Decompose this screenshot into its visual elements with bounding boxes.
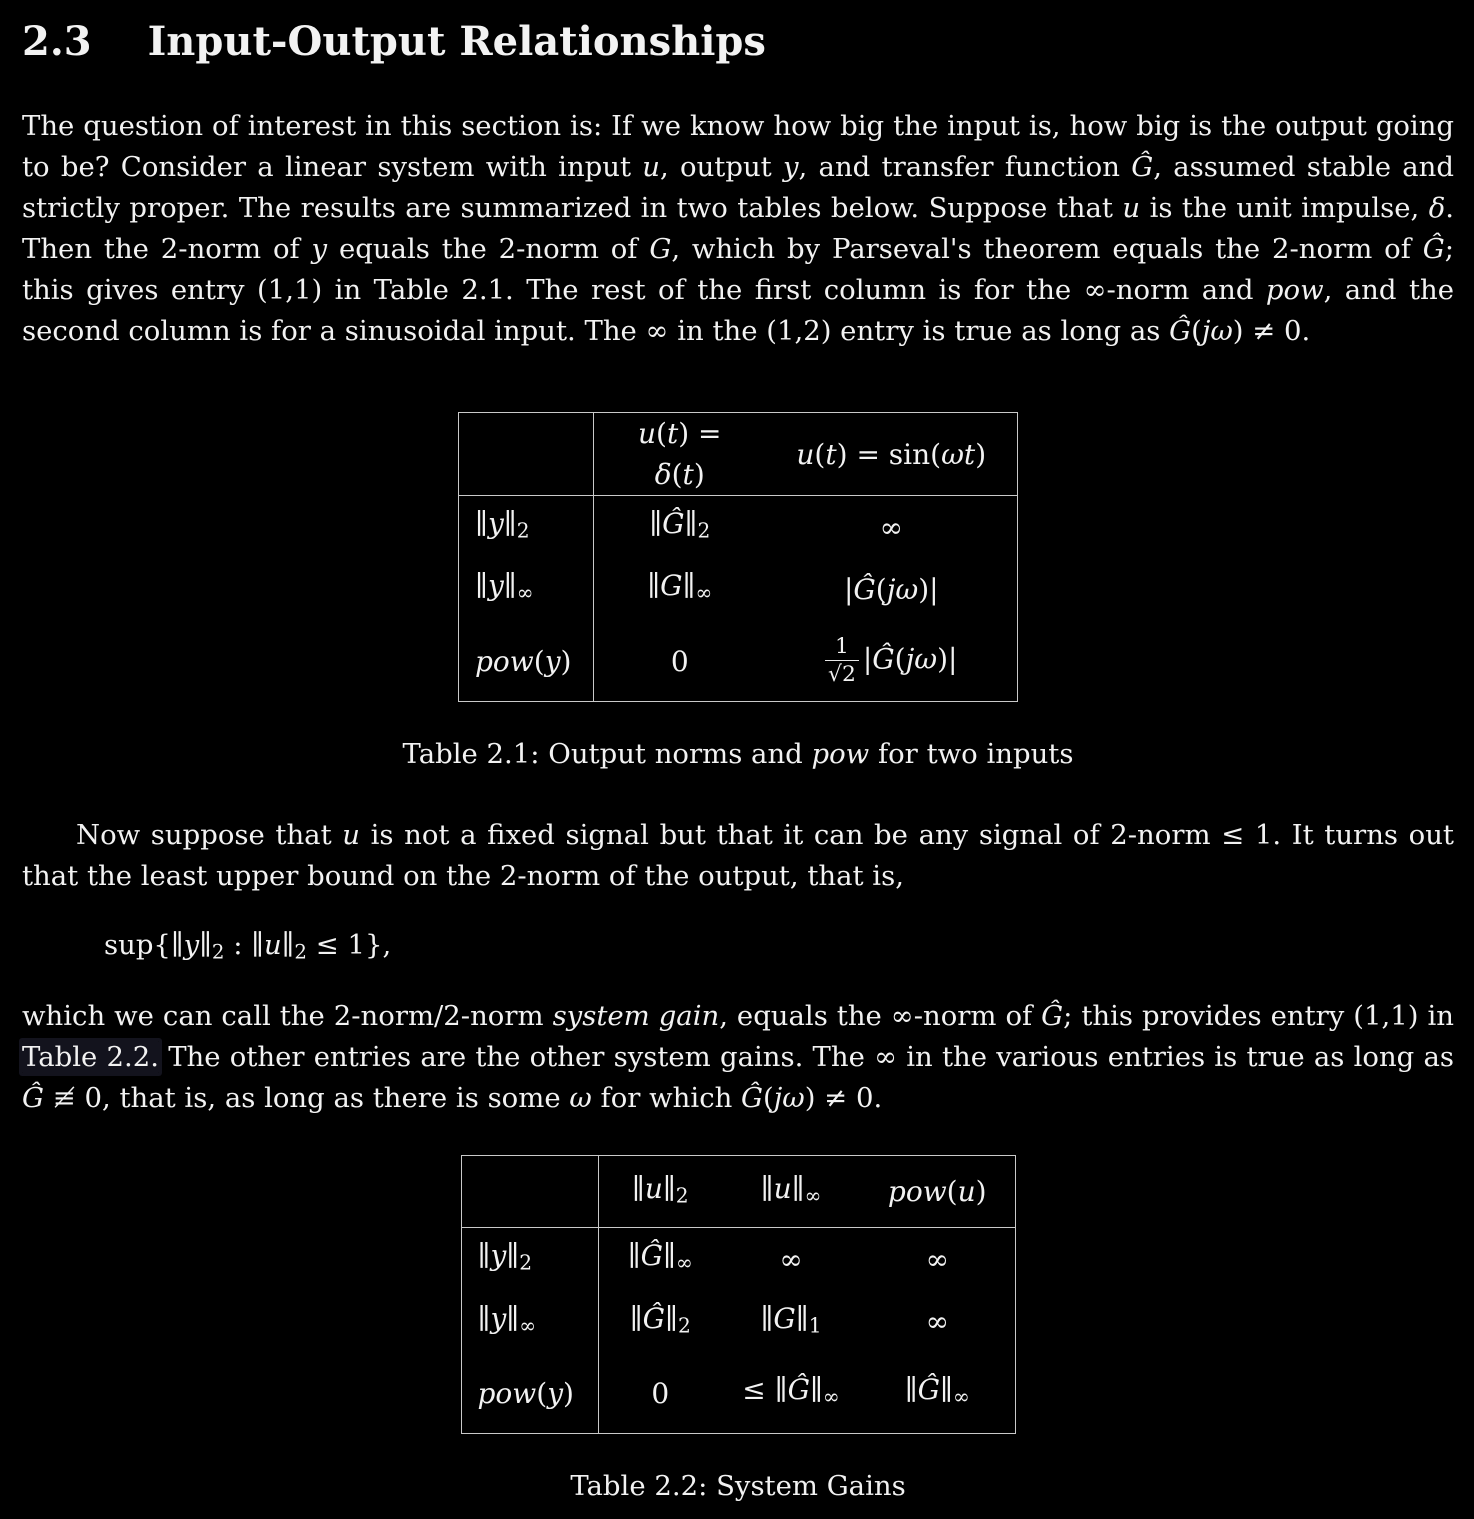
table-row [459,621,1018,702]
table-cell: ∥G∥∞ [647,569,713,605]
table-2-1 [458,412,1018,702]
row-label: pow(y) [461,1353,598,1434]
table-row [461,1290,1015,1353]
row-label: ∥y∥2 [459,496,594,559]
section-title: Input-Output Relationships [147,18,766,65]
column-header-uinf: ∥u∥∞ [722,1156,860,1228]
table-header-row [459,413,1018,496]
second-paragraph: Now suppose that u is not a fixed signal but that it can be any signal of 2-norm ≤ 1. It turns out that the least upper bound on the 2-norm of the output, that is, [22,819,1454,892]
table-cell: |Ĝ(jω)| [843,573,939,606]
column-header-impulse: u(t) = δ(t) [594,413,766,496]
table-cell: ∥G∥1 [760,1301,822,1338]
column-header-powu: pow(u) [860,1156,1015,1228]
column-header-sinusoid: u(t) = sin(ωt) [766,413,1018,496]
table-cell: ∞ [779,1242,803,1276]
row-label: pow(y) [459,621,594,702]
corner-cell [459,413,594,496]
row-label: ∥y∥∞ [459,558,594,621]
fraction-one-over-sqrt2: $\frac{1}{√2}$ [825,635,859,687]
column-header-u2: ∥u∥2 [598,1156,722,1228]
third-paragraph: which we can call the 2-norm/2-norm system gain, equals the ∞-norm of Ĝ; this provides entry (1,1) in Table 2.2. The other entries are the other system gains. The ∞ in the various entries is true as long as Ĝ ≢ 0, that is, as long as there is some ω for which Ĝ(jω) ≠ 0. [22,1000,1454,1115]
table-cell: $\frac{1}{√2}$ |Ĝ(jω)| [766,621,1018,702]
table-cell: ∞ [879,510,903,544]
table-2-2-reference-highlight[interactable]: Table 2.2. [22,1041,159,1074]
corner-cell [461,1156,598,1228]
table-cell: 0 [670,644,689,678]
table-cell: ∞ [925,1242,949,1276]
intro-paragraph: The question of interest in this section is: If we know how big the input is, how big is the output going to be? Consider a linear system with input u, output y, and transfer function Ĝ, assumed stable and strictly proper. The results are summarized in two tables below. Suppose that u is the unit impulse, δ. Then the 2-norm of y equals the 2-norm of G, which by Parseval's theorem equals the 2-norm of Ĝ; this gives entry (1,1) in Table 2.1. The rest of the first column is for the ∞-norm and pow, and the second column is for a sinusoidal input. The ∞ in the (1,2) entry is true as long as Ĝ(jω) ≠ 0. [22,110,1455,347]
sup-norm-equation: sup{∥y∥2 : ∥u∥2 ≤ 1}, [104,929,392,964]
section-number: 2.3 [22,18,92,65]
table-2-2 [461,1155,1016,1434]
table-row [459,558,1018,621]
section-heading [22,18,1454,66]
table-cell: ∥Ĝ∥∞ [627,1239,693,1275]
table-2-1-caption: Table 2.1: Output norms and pow for two inputs [402,738,1074,770]
table-cell: 0 [651,1376,670,1410]
table-cell: ∥Ĝ∥2 [629,1301,691,1338]
row-label: ∥y∥2 [461,1228,598,1291]
row-label: ∥y∥∞ [461,1290,598,1353]
table-cell: ∥Ĝ∥2 [649,506,711,543]
table-header-row [461,1156,1015,1228]
table-2-2-caption: Table 2.2: System Gains [570,1470,906,1503]
table-row [461,1228,1015,1291]
table-cell: ≤ ∥Ĝ∥∞ [742,1373,840,1409]
table-row [459,496,1018,559]
table-row [461,1353,1015,1434]
table-cell: ∞ [925,1305,949,1339]
table-cell: ∥Ĝ∥∞ [904,1373,970,1409]
